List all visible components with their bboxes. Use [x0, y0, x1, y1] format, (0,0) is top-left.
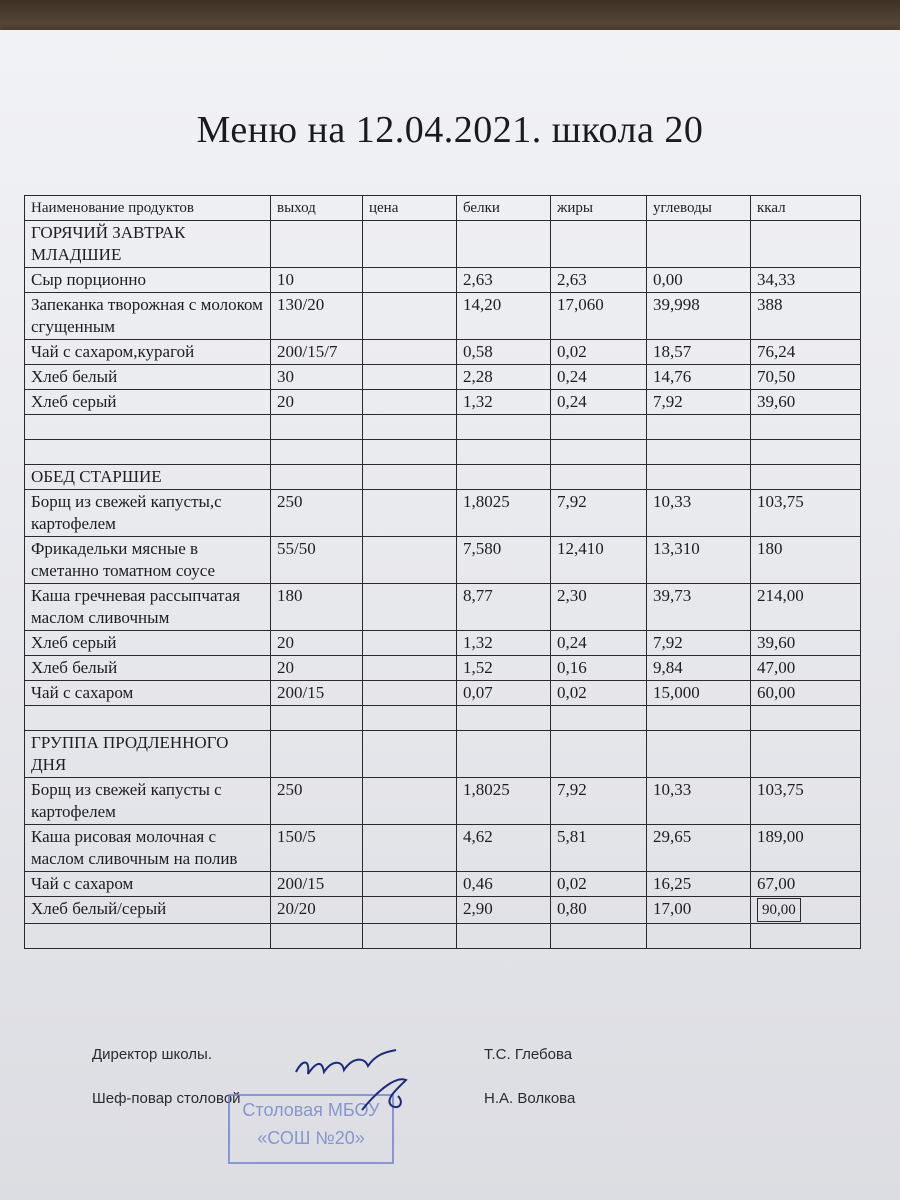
- empty-row: [25, 415, 861, 440]
- cell-protein: 14,20: [457, 293, 551, 340]
- cell-out: 250: [271, 778, 363, 825]
- empty-cell: [457, 440, 551, 465]
- col-header-protein: белки: [457, 196, 551, 221]
- cell-carbs: 18,57: [647, 340, 751, 365]
- col-header-carbs: углеводы: [647, 196, 751, 221]
- cell-protein: 2,28: [457, 365, 551, 390]
- empty-cell: [647, 924, 751, 949]
- cell-fat: 0,16: [551, 656, 647, 681]
- empty-cell: [271, 706, 363, 731]
- page-title: Меню на 12.04.2021. школа 20: [196, 109, 704, 151]
- cell-fat: 2,63: [551, 268, 647, 293]
- cell-protein: 1,8025: [457, 778, 551, 825]
- col-header-out: выход: [271, 196, 363, 221]
- table-row: [25, 778, 861, 825]
- cell-carbs: 9,84: [647, 656, 751, 681]
- empty-cell: [751, 731, 861, 778]
- empty-cell: [647, 440, 751, 465]
- cell-carbs: 14,76: [647, 365, 751, 390]
- empty-cell: [457, 415, 551, 440]
- empty-cell: [551, 706, 647, 731]
- cell-price: [363, 537, 457, 584]
- empty-cell: [271, 465, 363, 490]
- cell-out: 200/15: [271, 872, 363, 897]
- cell-price: [363, 631, 457, 656]
- empty-cell: [363, 731, 457, 778]
- table-row: [25, 365, 861, 390]
- cell-fat: 0,24: [551, 390, 647, 415]
- cell-protein: 0,07: [457, 681, 551, 706]
- cell-protein: 1,8025: [457, 490, 551, 537]
- empty-cell: [751, 415, 861, 440]
- empty-cell: [551, 440, 647, 465]
- empty-cell: [25, 415, 271, 440]
- cell-kcal: 214,00: [751, 584, 861, 631]
- cell-kcal: 60,00: [751, 681, 861, 706]
- director-name: Т.С. Глебова: [484, 1046, 573, 1063]
- table-row: [25, 340, 861, 365]
- cell-carbs: 39,73: [647, 584, 751, 631]
- kcal-boxed-value: 90,00: [757, 898, 801, 922]
- empty-cell: [457, 465, 551, 490]
- cell-name: Каша рисовая молочная с маслом сливочным на полив: [25, 825, 271, 872]
- cell-name: Чай с сахаром: [25, 681, 271, 706]
- cell-name: Хлеб белый/серый: [25, 897, 271, 924]
- cell-kcal: 67,00: [751, 872, 861, 897]
- empty-row: [25, 440, 861, 465]
- cell-kcal: 47,00: [751, 656, 861, 681]
- empty-cell: [457, 706, 551, 731]
- stamp-line-2: «СОШ №20»: [257, 1128, 365, 1148]
- cell-protein: 0,58: [457, 340, 551, 365]
- cell-name: Фрикадельки мясные в сметанно томатном соусе: [25, 537, 271, 584]
- stamp-line-1: Столовая МБОУ: [242, 1100, 380, 1120]
- empty-cell: [647, 221, 751, 268]
- empty-row: [25, 706, 861, 731]
- cell-carbs: 13,310: [647, 537, 751, 584]
- empty-row: [25, 924, 861, 949]
- cell-kcal: 39,60: [751, 390, 861, 415]
- table-row: [25, 293, 861, 340]
- cell-out: 20/20: [271, 897, 363, 924]
- empty-cell: [363, 440, 457, 465]
- empty-cell: [551, 465, 647, 490]
- table-row: [25, 897, 861, 924]
- empty-cell: [363, 415, 457, 440]
- empty-cell: [271, 440, 363, 465]
- cell-fat: 2,30: [551, 584, 647, 631]
- section-row: [25, 221, 861, 268]
- cell-price: [363, 584, 457, 631]
- table-row: [25, 584, 861, 631]
- cell-fat: 0,80: [551, 897, 647, 924]
- cell-out: 20: [271, 631, 363, 656]
- col-header-price: цена: [363, 196, 457, 221]
- cell-price: [363, 778, 457, 825]
- empty-cell: [25, 440, 271, 465]
- cell-name: Борщ из свежей капусты с картофелем: [25, 778, 271, 825]
- empty-cell: [457, 924, 551, 949]
- cell-kcal: [751, 897, 861, 924]
- empty-cell: [751, 924, 861, 949]
- cell-out: 200/15/7: [271, 340, 363, 365]
- cell-name: Хлеб серый: [25, 390, 271, 415]
- cell-price: [363, 656, 457, 681]
- cell-kcal: 189,00: [751, 825, 861, 872]
- empty-cell: [647, 706, 751, 731]
- empty-cell: [551, 924, 647, 949]
- cell-price: [363, 490, 457, 537]
- cell-protein: 2,63: [457, 268, 551, 293]
- cell-carbs: 7,92: [647, 390, 751, 415]
- table-row: [25, 656, 861, 681]
- cell-protein: 0,46: [457, 872, 551, 897]
- table-header-row: [25, 196, 861, 221]
- cell-name: Сыр порционно: [25, 268, 271, 293]
- cell-price: [363, 365, 457, 390]
- empty-cell: [363, 706, 457, 731]
- cell-fat: 17,060: [551, 293, 647, 340]
- table-row: [25, 825, 861, 872]
- cell-out: 55/50: [271, 537, 363, 584]
- cell-protein: 2,90: [457, 897, 551, 924]
- cell-price: [363, 825, 457, 872]
- cell-fat: 0,24: [551, 631, 647, 656]
- cell-kcal: 388: [751, 293, 861, 340]
- cell-name: Хлеб серый: [25, 631, 271, 656]
- cell-name: Запеканка творожная с молоком сгущенным: [25, 293, 271, 340]
- menu-table-body: [25, 221, 861, 949]
- section-title: ГОРЯЧИЙ ЗАВТРАК МЛАДШИЕ: [25, 221, 271, 268]
- empty-cell: [25, 924, 271, 949]
- empty-cell: [363, 221, 457, 268]
- cell-protein: 1,32: [457, 390, 551, 415]
- cell-price: [363, 268, 457, 293]
- cell-carbs: 39,998: [647, 293, 751, 340]
- cell-protein: 1,52: [457, 656, 551, 681]
- empty-cell: [25, 706, 271, 731]
- col-header-fat: жиры: [551, 196, 647, 221]
- cell-protein: 1,32: [457, 631, 551, 656]
- cell-protein: 8,77: [457, 584, 551, 631]
- cell-name: Хлеб белый: [25, 365, 271, 390]
- cell-price: [363, 897, 457, 924]
- cell-carbs: 10,33: [647, 778, 751, 825]
- menu-table: [24, 195, 861, 949]
- cell-price: [363, 340, 457, 365]
- cell-fat: 7,92: [551, 490, 647, 537]
- cell-kcal: 39,60: [751, 631, 861, 656]
- cell-carbs: 29,65: [647, 825, 751, 872]
- table-row: [25, 537, 861, 584]
- cell-carbs: 15,000: [647, 681, 751, 706]
- empty-cell: [647, 415, 751, 440]
- cell-kcal: 76,24: [751, 340, 861, 365]
- section-row: [25, 465, 861, 490]
- cell-price: [363, 681, 457, 706]
- cell-fat: 0,02: [551, 872, 647, 897]
- empty-cell: [751, 221, 861, 268]
- cell-price: [363, 390, 457, 415]
- director-label: Директор школы.: [92, 1046, 212, 1063]
- chef-label: Шеф-повар столовой: [92, 1090, 241, 1107]
- cell-carbs: 17,00: [647, 897, 751, 924]
- empty-cell: [271, 415, 363, 440]
- chef-name: Н.А. Волкова: [484, 1090, 576, 1107]
- cell-out: 130/20: [271, 293, 363, 340]
- cell-name: Хлеб белый: [25, 656, 271, 681]
- cell-protein: 7,580: [457, 537, 551, 584]
- cell-kcal: 34,33: [751, 268, 861, 293]
- empty-cell: [271, 221, 363, 268]
- cell-fat: 0,02: [551, 681, 647, 706]
- cell-out: 150/5: [271, 825, 363, 872]
- cell-fat: 12,410: [551, 537, 647, 584]
- empty-cell: [751, 465, 861, 490]
- empty-cell: [271, 731, 363, 778]
- cell-out: 10: [271, 268, 363, 293]
- empty-cell: [751, 706, 861, 731]
- cell-kcal: 103,75: [751, 778, 861, 825]
- cell-kcal: 103,75: [751, 490, 861, 537]
- empty-cell: [551, 731, 647, 778]
- empty-cell: [751, 440, 861, 465]
- cell-carbs: 7,92: [647, 631, 751, 656]
- empty-cell: [363, 924, 457, 949]
- cell-name: Чай с сахаром: [25, 872, 271, 897]
- cell-price: [363, 872, 457, 897]
- table-row: [25, 390, 861, 415]
- table-row: [25, 268, 861, 293]
- table-row: [25, 490, 861, 537]
- empty-cell: [647, 465, 751, 490]
- cell-out: 30: [271, 365, 363, 390]
- handwritten-signature: [292, 1030, 412, 1120]
- cell-out: 20: [271, 656, 363, 681]
- cell-name: Чай с сахаром,курагой: [25, 340, 271, 365]
- cell-kcal: 70,50: [751, 365, 861, 390]
- cell-fat: 0,02: [551, 340, 647, 365]
- cell-kcal: 180: [751, 537, 861, 584]
- table-row: [25, 872, 861, 897]
- cell-name: Борщ из свежей капусты,с картофелем: [25, 490, 271, 537]
- cell-carbs: 16,25: [647, 872, 751, 897]
- empty-cell: [457, 221, 551, 268]
- table-row: [25, 681, 861, 706]
- empty-cell: [647, 731, 751, 778]
- section-title: ОБЕД СТАРШИЕ: [25, 465, 271, 490]
- cell-fat: 0,24: [551, 365, 647, 390]
- empty-cell: [551, 415, 647, 440]
- cell-out: 180: [271, 584, 363, 631]
- cell-protein: 4,62: [457, 825, 551, 872]
- cell-name: Каша гречневая рассыпчатая маслом сливочным: [25, 584, 271, 631]
- cell-fat: 7,92: [551, 778, 647, 825]
- table-row: [25, 631, 861, 656]
- col-header-kcal: ккал: [751, 196, 861, 221]
- empty-cell: [271, 924, 363, 949]
- col-header-name: Наименование продуктов: [25, 196, 271, 221]
- cell-price: [363, 293, 457, 340]
- empty-cell: [363, 465, 457, 490]
- empty-cell: [551, 221, 647, 268]
- empty-cell: [457, 731, 551, 778]
- cell-out: 20: [271, 390, 363, 415]
- cell-carbs: 10,33: [647, 490, 751, 537]
- cell-carbs: 0,00: [647, 268, 751, 293]
- cell-fat: 5,81: [551, 825, 647, 872]
- cell-out: 250: [271, 490, 363, 537]
- cell-out: 200/15: [271, 681, 363, 706]
- section-row: [25, 731, 861, 778]
- section-title: ГРУППА ПРОДЛЕННОГО ДНЯ: [25, 731, 271, 778]
